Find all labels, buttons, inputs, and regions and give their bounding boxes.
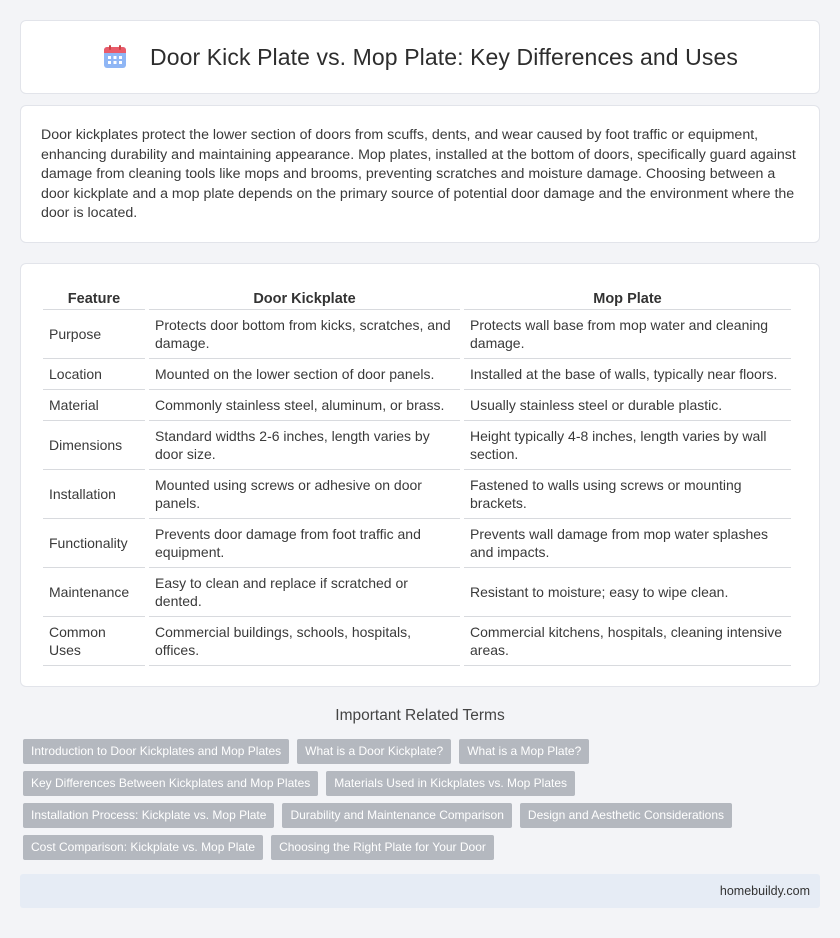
table-cell-mopplate: Commercial kitchens, hospitals, cleaning intensive areas.: [464, 617, 791, 666]
table-row: [43, 470, 791, 519]
table-cell-kickplate: Commercial buildings, schools, hospitals, offices.: [149, 617, 460, 666]
related-term-link[interactable]: Design and Aesthetic Considerations: [520, 803, 732, 828]
column-header-mopplate: Mop Plate: [464, 284, 791, 310]
related-terms-row: [23, 739, 813, 764]
table-cell-feature: Maintenance: [43, 568, 145, 617]
page-title: Door Kick Plate vs. Mop Plate: Key Differences and Uses: [149, 43, 738, 70]
table-row: [43, 421, 791, 470]
related-term-link[interactable]: Key Differences Between Kickplates and Mop Plates: [23, 771, 318, 796]
table-cell-feature: Installation: [43, 470, 145, 519]
related-term-link[interactable]: What is a Door Kickplate?: [297, 739, 451, 764]
table-cell-mopplate: Protects wall base from mop water and cleaning damage.: [464, 310, 791, 359]
related-terms-row: [23, 835, 813, 860]
table-cell-kickplate: Easy to clean and replace if scratched or dented.: [149, 568, 460, 617]
table-cell-kickplate: Mounted using screws or adhesive on door panels.: [149, 470, 460, 519]
intro-card: [20, 105, 820, 243]
table-header-row: [43, 284, 791, 310]
related-terms-list: [23, 739, 813, 867]
related-term-link[interactable]: Cost Comparison: Kickplate vs. Mop Plate: [23, 835, 263, 860]
table-cell-mopplate: Usually stainless steel or durable plastic.: [464, 390, 791, 421]
calendar-icon: [102, 44, 128, 70]
footer-site-link[interactable]: homebuildy.com: [719, 884, 810, 898]
table-row: [43, 568, 791, 617]
table-cell-mopplate: Height typically 4-8 inches, length varies by wall section.: [464, 421, 791, 470]
table-cell-feature: Dimensions: [43, 421, 145, 470]
table-cell-mopplate: Resistant to moisture; easy to wipe clean.: [464, 568, 791, 617]
column-header-feature: Feature: [43, 284, 145, 310]
column-header-kickplate: Door Kickplate: [149, 284, 460, 310]
table-cell-mopplate: Installed at the base of walls, typically near floors.: [464, 359, 791, 390]
table-cell-mopplate: Fastened to walls using screws or mounting brackets.: [464, 470, 791, 519]
table-cell-feature: Material: [43, 390, 145, 421]
table-cell-feature: Purpose: [43, 310, 145, 359]
comparison-table: [39, 284, 795, 666]
footer: [20, 874, 820, 908]
related-term-link[interactable]: Materials Used in Kickplates vs. Mop Plates: [326, 771, 575, 796]
comparison-table-card: [20, 263, 820, 687]
table-cell-feature: Location: [43, 359, 145, 390]
table-row: [43, 310, 791, 359]
related-terms-row: [23, 803, 813, 828]
related-term-link[interactable]: Choosing the Right Plate for Your Door: [271, 835, 494, 860]
intro-text: Door kickplates protect the lower section of doors from scuffs, dents, and wear caused by foot traffic or equipment, enhancing durability and maintaining appearance. Mop plates, installed at the bottom of doors, specifically guard against damage from cleaning tools like mops and brooms, preventing scratches and moisture damage. Choosing between a door kickplate and a mop plate depends on the primary source of potential door damage and the environment where the door is located.: [41, 127, 796, 221]
header-card: [20, 20, 820, 94]
table-cell-kickplate: Mounted on the lower section of door panels.: [149, 359, 460, 390]
table-row: [43, 519, 791, 568]
table-row: [43, 390, 791, 421]
table-cell-kickplate: Standard widths 2-6 inches, length varies by door size.: [149, 421, 460, 470]
related-term-link[interactable]: Installation Process: Kickplate vs. Mop Plate: [23, 803, 274, 828]
related-term-link[interactable]: Durability and Maintenance Comparison: [282, 803, 511, 828]
related-terms-row: [23, 771, 813, 796]
table-cell-kickplate: Commonly stainless steel, aluminum, or brass.: [149, 390, 460, 421]
table-cell-feature: Functionality: [43, 519, 145, 568]
table-cell-feature: Common Uses: [43, 617, 145, 666]
related-terms-title: Important Related Terms: [335, 707, 505, 724]
table-cell-kickplate: Prevents door damage from foot traffic and equipment.: [149, 519, 460, 568]
table-cell-mopplate: Prevents wall damage from mop water splashes and impacts.: [464, 519, 791, 568]
related-term-link[interactable]: What is a Mop Plate?: [459, 739, 589, 764]
table-row: [43, 359, 791, 390]
table-cell-kickplate: Protects door bottom from kicks, scratches, and damage.: [149, 310, 460, 359]
table-row: [43, 617, 791, 666]
related-term-link[interactable]: Introduction to Door Kickplates and Mop Plates: [23, 739, 289, 764]
